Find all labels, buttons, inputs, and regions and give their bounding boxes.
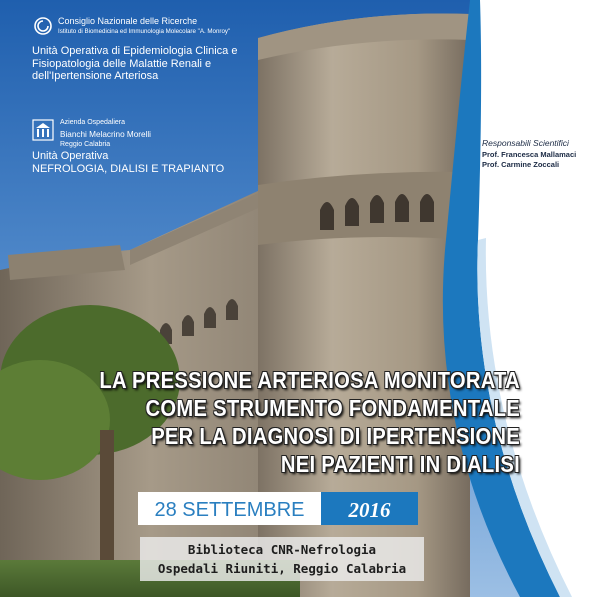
responsabili-label: Responsabili Scientifici xyxy=(482,138,569,148)
cnr-institute: Istituto di Biomedicina ed Immunologia Molecolare "A. Monroy" xyxy=(58,28,231,35)
responsabile-name: Prof. Francesca Mallamaci xyxy=(482,150,577,159)
hospital-city: Reggio Calabria xyxy=(60,141,111,148)
hospital-line1: Azienda Ospedaliera xyxy=(60,119,125,126)
unit1-line: dell'Ipertensione Arteriosa xyxy=(32,70,159,82)
unit2-line: Unità Operativa xyxy=(32,150,109,162)
cnr-logo-icon xyxy=(34,17,52,35)
venue-line: Ospedali Riuniti, Reggio Calabria xyxy=(157,561,407,576)
cnr-name: Consiglio Nazionale delle Ricerche xyxy=(58,16,198,26)
event-year: 2016 xyxy=(348,498,391,522)
title-line: PER LA DIAGNOSI DI IPERTENSIONE xyxy=(151,423,521,449)
title-line: LA PRESSIONE ARTERIOSA MONITORATA xyxy=(99,367,521,393)
unit1-line: Fisiopatologia delle Malattie Renali e xyxy=(32,57,212,70)
event-date: 28 SETTEMBRE xyxy=(154,499,305,521)
title-line: COME STRUMENTO FONDAMENTALE xyxy=(145,395,521,421)
unit1-text xyxy=(32,45,272,83)
venue-line: Biblioteca CNR-Nefrologia xyxy=(187,542,377,557)
event-title xyxy=(0,366,600,478)
venue-box xyxy=(140,537,424,581)
hospital-logo-icon xyxy=(32,119,54,141)
title-line: NEI PAZIENTI IN DIALISI xyxy=(280,451,521,477)
responsabile-name: Prof. Carmine Zoccali xyxy=(482,160,560,169)
hospital-name: Bianchi Melacrino Morelli xyxy=(60,130,152,139)
unit2-line: NEFROLOGIA, DIALISI E TRAPIANTO xyxy=(32,163,225,175)
unit1-line: Unità Operativa di Epidemiologia Clinica e xyxy=(32,45,238,57)
unit2-text xyxy=(32,150,224,176)
